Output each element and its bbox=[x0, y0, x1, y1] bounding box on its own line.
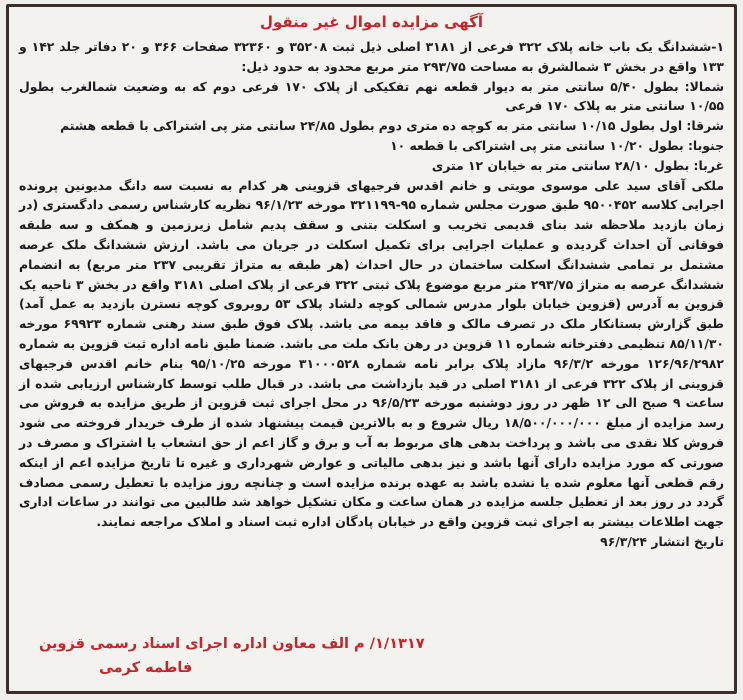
publication-date: تاریخ انتشار ۹۶/۳/۲۴ bbox=[600, 533, 724, 549]
signature-block bbox=[39, 632, 425, 680]
notice-body bbox=[19, 37, 724, 552]
property-description: ۱-ششدانگ یک باب خانه پلاک ۳۲۲ فرعی از ۳۱۸۱ اصلی ذیل ثبت ۳۵۲۰۸ و ۳۲۳۶۰ صفحات ۳۶۶ و ۲۰ دفاتر جلد ۱۴۲ و ۱۳۳ واقع در بخش ۳ شمالشرق به مساحت ۲۹۳/۷۵ متر مربع محدود به حدود ذیل: bbox=[19, 39, 725, 74]
boundary-north: شمالا: بطول ۵/۴۰ سانتی متر به دیوار قطعه نهم تفکیکی از پلاک ۱۷۰ فرعی دوم که به وضعیت شمالغرب بطول ۱۰/۵۵ سانتی متر به پلاک ۱۷۰ فرعی bbox=[19, 78, 725, 114]
boundary-east: شرقا: اول بطول ۱۰/۱۵ سانتی متر به کوچه ده متری دوم بطول ۲۴/۸۵ سانتی متر پی اشتراکی با قطعه هشتم bbox=[60, 118, 724, 134]
signature-name: فاطمه کرمی bbox=[99, 660, 193, 676]
notice-frame bbox=[6, 4, 737, 694]
boundary-south: جنوبا: بطول ۱۰/۲۰ سانتی متر پی اشتراکی با قطعه ۱۰ bbox=[390, 137, 724, 153]
signature-office: ۱/۱۳۱۷/ م الف معاون اداره اجرای اسناد رسمی قزوین bbox=[39, 636, 425, 652]
ownership-and-auction-terms: ملکی آقای سید علی موسوی مویتی و خانم اقدس فرجیهای قزوینی هر کدام به نسبت سه دانگ مدیونین پرونده اجرایی کلاسه ۹۵۰۰۴۵۲ طبق صورت مجلس شماره ۹۵-۳۲۱۱۹۹ مورخه ۹۶/۱/۲۳ نظریه کارشناس رسمی دادگستری (در زمان بازدید ملاحظه شد بنای قدیمی تخریب و اسکلت بتنی و سقف پدیم شامل زیرزمین و همکف و سه طبقه فوقانی آن احداث گردیده و عملیات اجرایی برای تکمیل اسکلت در جریان می باشد. ارزش ششدانگ ملک عرصه مشتمل بر تمامی ششدانگ اسکلت ساختمان در حال احداث (هر طبقه به متراژ تقریبی ۲۳۷ متر مربع) به انضمام ششدانگ عرصه به متراژ ۲۹۳/۷۵ متر مربع موضوع پلاک ثبتی ۳۲۲ فرعی از پلاک اصلی ۳۱۸۱ واقع در بخش ۳ ناحیه یک قزوین به آدرس (قزوین خیابان بلوار مدرس شمالی کوچه دلشاد پلاک ۵۳ روبروی کوچه نسترن بازدید به عمل آمد) طبق گزارش بستانکار ملک در تصرف مالک و فاقد بیمه می باشد. پلاک فوق طبق سند رهنی شماره ۶۹۹۲۳ مورخه ۸۵/۱۱/۳۰ تنظیمی دفترخانه شماره ۱۱ قزوین در رهن بانک ملت می باشد. ضمنا طبق نامه اداره ثبت قزوین به شماره ۱۲۶/۹۶/۲۹۸۲ مورخه ۹۶/۳/۲ مازاد پلاک برابر نامه شماره ۳۱۰۰۰۵۲۸ مورخه ۹۵/۱۰/۲۵ بنام خانم اقدس فرجیهای قزوینی از پلاک ۳۲۲ فرعی از ۳۱۸۱ اصلی در قید بازداشت می باشد. در قبال طلب توسط کارشناس ارزیابی شده از ساعت ۹ صبح الی ۱۲ ظهر در روز دوشنبه مورخه ۹۶/۵/۲۳ در محل اجرای ثبت قزوین از طریق مزایده به فروش می رسد مزایده از مبلغ ۱۸/۵۰۰/۰۰۰/۰۰۰ ریال شروع و به بالاترین قیمت پیشنهاد شده از طرف خریدار فروخته می شود فروش کلا نقدی می باشد و پرداخت بدهی های مربوط به آب و برق و گاز اعم از حق انشعاب یا اشتراک و مصرف در صورتی که مورد مزایده دارای آنها باشد و نیز بدهی مالیاتی و عوارض شهرداری و غیره تا تاریخ مزایده اعم از اینکه رقم قطعی آنها معلوم شده یا نشده باشد به عهده برنده مزایده است و چنانچه روز مزایده با تعطیل رسمی مصادف گردد در روز بعد از تعطیل جلسه مزایده در همان ساعت و مکان تشکیل خواهد شد طالبین می توانند در ساعات اداری جهت اطلاعات بیشتر به اجرای ثبت قزوین واقع در خیابان پادگان اداره ثبت اسناد و املاک مراجعه نمایند. bbox=[19, 177, 725, 530]
boundary-west: غربا: بطول ۲۸/۱۰ سانتی متر به خیابان ۱۲ متری bbox=[431, 157, 724, 173]
notice-title: آگهی مزایده اموال غیر منقول bbox=[259, 13, 484, 31]
